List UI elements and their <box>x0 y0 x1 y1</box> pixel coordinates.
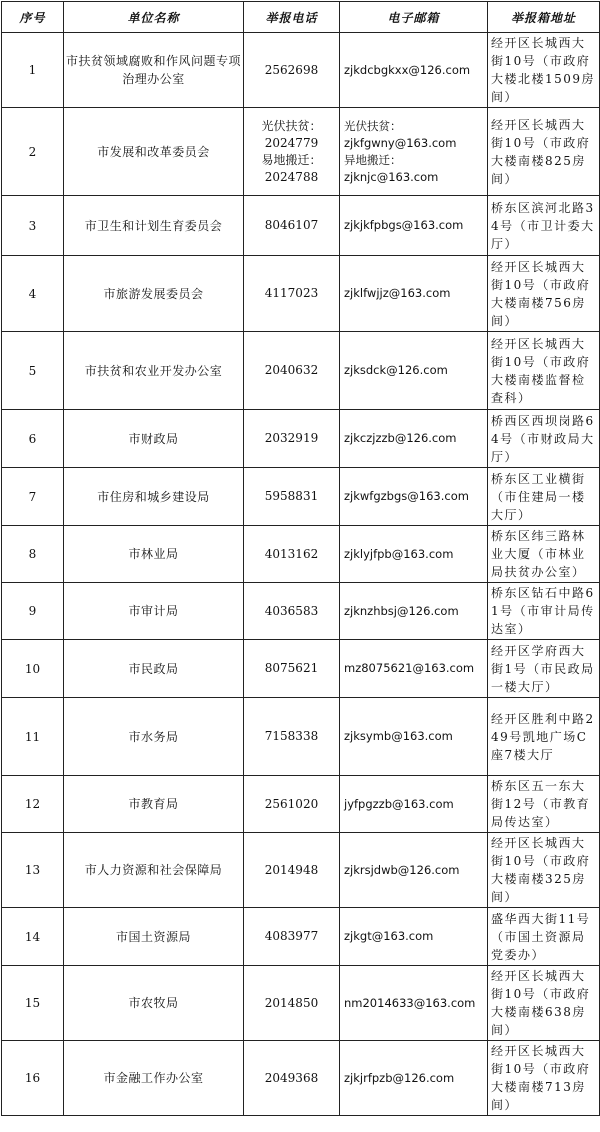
table-row <box>2 196 600 256</box>
phone-line: 4083977 <box>264 929 319 943</box>
table-row <box>2 332 600 410</box>
row-address: 桥东区工业横街（市住建局一楼大厅） <box>488 468 600 526</box>
row-email <box>340 108 488 196</box>
phone-line: 2561020 <box>264 796 319 811</box>
row-address: 经开区长城西大街10号（市政府大楼北楼1509房间） <box>488 33 600 108</box>
row-phone <box>244 908 340 966</box>
table-row <box>2 698 600 776</box>
row-unit-name: 市财政局 <box>64 410 244 468</box>
row-email <box>340 468 488 526</box>
row-seq: 4 <box>2 256 64 332</box>
row-phone <box>244 256 340 332</box>
phone-line: 2562698 <box>264 62 319 77</box>
header-unit: 单位名称 <box>64 2 244 33</box>
phone-line: 8075621 <box>264 661 319 675</box>
row-address: 桥东区钻石中路61号（市审计局传达室） <box>488 583 600 640</box>
row-email <box>340 196 488 256</box>
email-line: zjkczjzzb@126.com <box>344 431 457 445</box>
row-email <box>340 256 488 332</box>
phone-line: 2032919 <box>264 431 319 445</box>
row-unit-name: 市民政局 <box>64 640 244 698</box>
row-phone <box>244 776 340 833</box>
row-seq: 6 <box>2 410 64 468</box>
row-unit-name: 市林业局 <box>64 526 244 583</box>
header-phone: 举报电话 <box>244 2 340 33</box>
email-line: mz8075621@163.com <box>344 661 475 675</box>
row-email <box>340 332 488 410</box>
row-email <box>340 966 488 1041</box>
row-seq: 8 <box>2 526 64 583</box>
row-email <box>340 583 488 640</box>
table-header-row <box>2 2 600 33</box>
row-phone <box>244 698 340 776</box>
row-address: 桥东区五一东大街12号（市教育局传达室） <box>488 776 600 833</box>
table-row <box>2 468 600 526</box>
row-phone <box>244 332 340 410</box>
row-seq: 2 <box>2 108 64 196</box>
row-seq: 16 <box>2 1041 64 1116</box>
row-email <box>340 33 488 108</box>
phone-line: 4013162 <box>264 546 319 561</box>
table-row <box>2 33 600 108</box>
row-seq: 15 <box>2 966 64 1041</box>
email-line: 异地搬迁： <box>344 152 402 167</box>
row-seq: 7 <box>2 468 64 526</box>
row-email <box>340 833 488 908</box>
table-row <box>2 526 600 583</box>
phone-line: 2014850 <box>264 995 319 1010</box>
phone-line: 7158338 <box>264 729 319 743</box>
row-phone <box>244 108 340 196</box>
email-line: zjklyjfpb@163.com <box>344 546 454 561</box>
email-line: zjkdcbgkxx@126.com <box>344 62 471 77</box>
row-phone <box>244 410 340 468</box>
row-address: 桥东区纬三路林业大厦（市林业局扶贫办公室） <box>488 526 600 583</box>
table-row <box>2 776 600 833</box>
row-phone <box>244 33 340 108</box>
row-seq: 12 <box>2 776 64 833</box>
phone-line: 5958831 <box>264 489 319 503</box>
email-line: zjksdck@126.com <box>344 363 448 377</box>
row-email <box>340 908 488 966</box>
email-line: zjksymb@163.com <box>344 729 453 743</box>
table-row <box>2 1041 600 1116</box>
row-phone <box>244 526 340 583</box>
table-row <box>2 108 600 196</box>
row-unit-name: 市住房和城乡建设局 <box>64 468 244 526</box>
row-seq: 14 <box>2 908 64 966</box>
row-phone <box>244 583 340 640</box>
row-unit-name: 市农牧局 <box>64 966 244 1041</box>
row-unit-name: 市审计局 <box>64 583 244 640</box>
row-address: 经开区长城西大街10号（市政府大楼南楼713房间） <box>488 1041 600 1116</box>
row-address: 经开区长城西大街10号（市政府大楼南楼638房间） <box>488 966 600 1041</box>
table-row <box>2 966 600 1041</box>
row-address: 盛华西大街11号（市国土资源局党委办） <box>488 908 600 966</box>
table-row <box>2 583 600 640</box>
row-unit-name: 市发展和改革委员会 <box>64 108 244 196</box>
row-seq: 1 <box>2 33 64 108</box>
phone-line: 2024788 <box>264 169 319 184</box>
row-email <box>340 526 488 583</box>
phone-line: 2040632 <box>264 363 319 377</box>
row-seq: 13 <box>2 833 64 908</box>
phone-line: 2049368 <box>264 1070 319 1085</box>
row-phone <box>244 966 340 1041</box>
email-line: zjkjrfpzb@126.com <box>344 1070 455 1085</box>
email-line: zjkfgwny@163.com <box>344 135 457 150</box>
row-seq: 11 <box>2 698 64 776</box>
document-page <box>0 1 600 1132</box>
row-unit-name: 市水务局 <box>64 698 244 776</box>
row-seq: 9 <box>2 583 64 640</box>
row-seq: 3 <box>2 196 64 256</box>
row-address: 桥东区滨河北路34号（市卫计委大厅） <box>488 196 600 256</box>
phone-line: 4036583 <box>264 603 319 618</box>
email-line: nm2014633@163.com <box>344 995 476 1010</box>
row-address: 经开区长城西大街10号（市政府大楼南楼825房间） <box>488 108 600 196</box>
email-line: zjklfwjjz@163.com <box>344 286 451 300</box>
email-line: zjknzhbsj@126.com <box>344 603 459 618</box>
row-phone <box>244 833 340 908</box>
email-line: jyfpgzzb@163.com <box>344 796 454 811</box>
phone-line: 8046107 <box>264 218 319 232</box>
table-row <box>2 833 600 908</box>
header-seq: 序号 <box>2 2 64 33</box>
row-unit-name: 市人力资源和社会保障局 <box>64 833 244 908</box>
row-unit-name: 市金融工作办公室 <box>64 1041 244 1116</box>
row-unit-name: 市扶贫领域腐败和作风问题专项治理办公室 <box>64 33 244 108</box>
row-email <box>340 698 488 776</box>
row-seq: 5 <box>2 332 64 410</box>
phone-line: 2014948 <box>264 862 319 877</box>
row-unit-name: 市教育局 <box>64 776 244 833</box>
email-line: zjkjkfpbgs@163.com <box>344 218 464 232</box>
phone-line: 光伏扶贫： <box>261 118 322 133</box>
row-unit-name: 市国土资源局 <box>64 908 244 966</box>
email-line: zjkrsjdwb@126.com <box>344 862 460 877</box>
email-line: zjkgt@163.com <box>344 929 434 943</box>
row-unit-name: 市卫生和计划生育委员会 <box>64 196 244 256</box>
header-email: 电子邮箱 <box>340 2 488 33</box>
row-address: 经开区长城西大街10号（市政府大楼南楼325房间） <box>488 833 600 908</box>
table-row <box>2 640 600 698</box>
row-email <box>340 776 488 833</box>
phone-line: 4117023 <box>264 286 319 300</box>
row-address: 经开区胜利中路249号凯地广场C座7楼大厅 <box>488 698 600 776</box>
row-address: 经开区长城西大街10号（市政府大楼南楼756房间） <box>488 256 600 332</box>
row-address: 经开区学府西大街1号（市民政局一楼大厅） <box>488 640 600 698</box>
table-row <box>2 256 600 332</box>
row-unit-name: 市扶贫和农业开发办公室 <box>64 332 244 410</box>
row-phone <box>244 196 340 256</box>
phone-line: 2024779 <box>264 135 319 150</box>
row-seq: 10 <box>2 640 64 698</box>
email-line: zjkwfgzbgs@163.com <box>344 489 469 503</box>
row-phone <box>244 1041 340 1116</box>
email-line: zjknjc@163.com <box>344 169 439 184</box>
row-address: 桥西区西坝岗路64号（市财政局大厅） <box>488 410 600 468</box>
header-address: 举报箱地址 <box>488 2 600 33</box>
row-email <box>340 640 488 698</box>
row-email <box>340 410 488 468</box>
row-phone <box>244 468 340 526</box>
table-row <box>2 410 600 468</box>
row-address: 经开区长城西大街10号（市政府大楼南楼监督检查科） <box>488 332 600 410</box>
email-line: 光伏扶贫： <box>344 118 402 133</box>
phone-line: 易地搬迁： <box>261 152 322 167</box>
table-body <box>2 33 600 1116</box>
row-phone <box>244 640 340 698</box>
table-row <box>2 908 600 966</box>
row-email <box>340 1041 488 1116</box>
reporting-table <box>1 1 600 1116</box>
row-unit-name: 市旅游发展委员会 <box>64 256 244 332</box>
